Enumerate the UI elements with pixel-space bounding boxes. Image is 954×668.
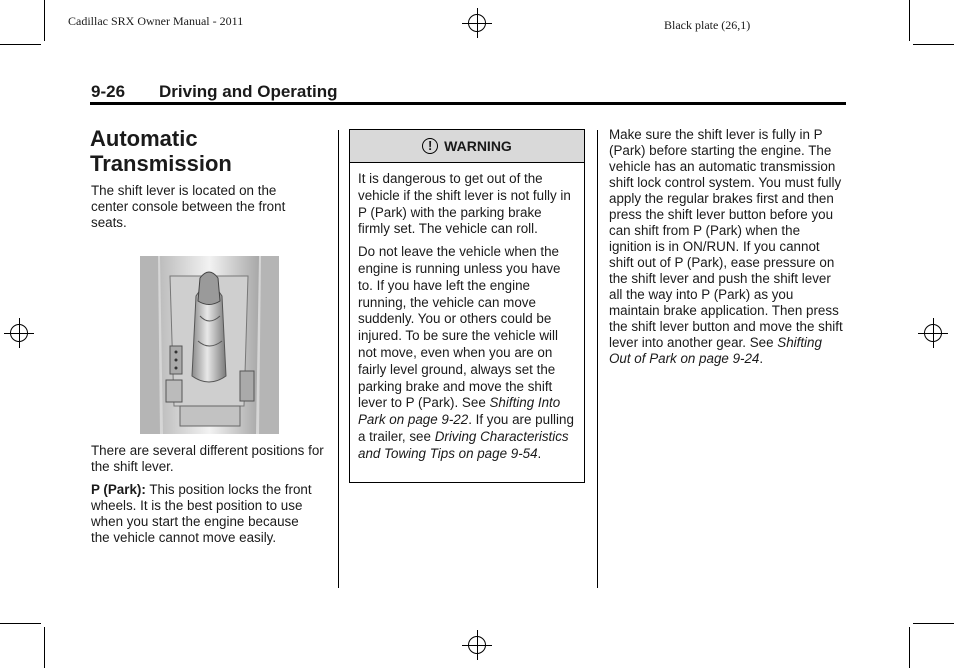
article-title-line1: Automatic: [90, 126, 198, 151]
warning-p2-text: Do not leave the vehicle when the engine is running unless you have to. If you have left the engine running, the vehicle can move suddenly. You or others could be injured. To be sure the vehicle will not move, even when you are on fairly level ground, always set the parking brake and move the shift lever to P (Park). See: [358, 244, 561, 411]
intro-paragraph: The shift lever is located on the center console between the front seats.: [91, 183, 286, 230]
registration-mark: [918, 318, 948, 348]
warning-title: WARNING: [444, 138, 512, 154]
ref-shifting-out-of-park[interactable]: Shifting Out of Park on page 9-24: [609, 335, 822, 366]
article-title: [90, 126, 330, 176]
warning-ref-shifting-into-park[interactable]: Shifting Into Park on page 9-22: [358, 395, 561, 428]
header-plate-info: Black plate (26,1): [664, 18, 751, 32]
warning-p2-end: .: [537, 445, 542, 461]
warning-ref-driving-characteristics[interactable]: Driving Characteristics and Towing Tips on page 9-54: [358, 428, 569, 461]
article-title-line2: Transmission: [90, 151, 232, 176]
crop-mark: [44, 627, 45, 668]
registration-mark: [462, 8, 492, 38]
warning-p2-mid: . If you are pulling a trailer, see: [358, 412, 574, 444]
column-divider: [597, 130, 598, 588]
warning-paragraph-1: It is dangerous to get out of the vehicle if the shift lever is not fully in P (Park) with the parking brake firmly set. The vehicle can roll.: [358, 171, 571, 237]
column-divider: [338, 130, 339, 588]
crop-mark: [913, 44, 954, 45]
section-title: Driving and Operating: [159, 82, 338, 101]
warning-body: [350, 163, 584, 463]
crop-mark: [909, 0, 910, 41]
shift-lock-paragraph: [609, 127, 845, 367]
warning-icon: !: [422, 138, 438, 154]
section-number: 9-26: [91, 82, 126, 101]
crop-mark: [913, 623, 954, 624]
crop-mark: [909, 627, 910, 668]
registration-mark: [4, 318, 34, 348]
warning-paragraph-2: [358, 244, 576, 462]
crop-mark: [0, 623, 41, 624]
warning-box: [349, 129, 585, 483]
park-text: This position locks the front wheels. It is the best position to use when you start the engine because the vehicle cannot move easily.: [91, 482, 312, 545]
positions-paragraph: There are several different positions for the shift lever.: [91, 443, 324, 474]
crop-mark: [44, 0, 45, 41]
warning-header: [350, 130, 584, 163]
shift-lock-end: .: [759, 351, 764, 366]
park-paragraph: [91, 482, 319, 546]
header-manual-title: Cadillac SRX Owner Manual - 2011: [68, 14, 244, 28]
park-label: P (Park):: [91, 482, 146, 497]
crop-mark: [0, 44, 41, 45]
shift-lock-text: Make sure the shift lever is fully in P (Park) before starting the engine. The vehicle has an automatic transmission shift lock control system. You must fully apply the regular brakes first and then press the shift lever button before you can shift from P (Park) when the ignition is in ON/RUN. If you cannot shift out of P (Park), ease pressure on the shift lever and push the shift lever all the way into P (Park) as you maintain brake application. Then press the shift lever button and move the shift lever into another gear. See: [609, 127, 843, 350]
registration-mark: [462, 630, 492, 660]
section-rule: [90, 102, 846, 105]
shift-lever-console-illustration: [140, 256, 279, 434]
